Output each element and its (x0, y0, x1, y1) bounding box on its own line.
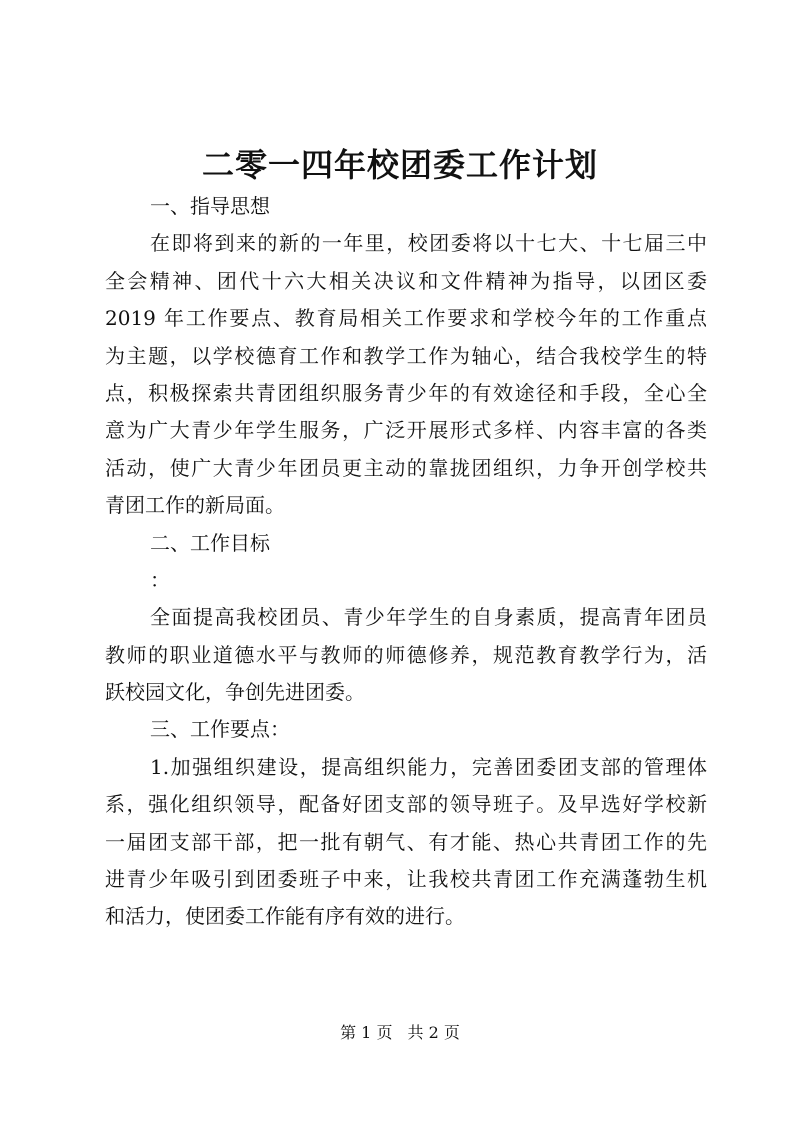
page-total: 共 2 页 (407, 1023, 460, 1042)
text-line: 进青少年吸引到团委班子中来，让我校共青团工作充满蓬勃生机 (105, 867, 707, 892)
text-line: 点，积极探索共青团组织服务青少年的有效途径和手段，全心全 (105, 380, 707, 405)
text-line: 三、工作要点： (150, 717, 290, 742)
text-line: 一届团支部干部，把一批有朝气、有才能、热心共青团工作的先 (105, 829, 707, 854)
text-line: 意为广大青少年学生服务，广泛开展形式多样、内容丰富的各类 (105, 418, 707, 443)
text-line: ： (150, 567, 170, 592)
text-line: 在即将到来的新的一年里，校团委将以十七大、十七届三中 (150, 231, 707, 256)
text-line: 青团工作的新局面。 (105, 493, 285, 518)
text-line: 为主题，以学校德育工作和教学工作为轴心，结合我校学生的特 (105, 343, 707, 368)
text-line: 和活力，使团委工作能有序有效的进行。 (105, 904, 465, 929)
text-line: 2019 年工作要点、教育局相关工作要求和学校今年的工作重点 (105, 306, 707, 331)
text-line: 跃校园文化，争创先进团委。 (105, 680, 365, 705)
document-body (105, 188, 707, 936)
text-line: 教师的职业道德水平与教师的师德修养，规范教育教学行为，活 (105, 642, 707, 667)
text-line: 系，强化组织领导，配备好团支部的领导班子。及早选好学校新 (105, 792, 707, 817)
page-number: 第 1 页 (340, 1023, 393, 1042)
text-line: 二、工作目标 (150, 530, 270, 555)
text-line: 一、指导思想 (150, 194, 270, 218)
page-footer (0, 1020, 800, 1043)
text-line: 全面提高我校团员、青少年学生的自身素质，提高青年团员 (150, 605, 707, 630)
page-title: 二零一四年校团委工作计划 (201, 146, 598, 184)
text-line: 1.加强组织建设，提高组织能力，完善团委团支部的管理体 (150, 754, 707, 779)
text-line: 全会精神、团代十六大相关决议和文件精神为指导，以团区委 (105, 268, 707, 293)
text-line: 活动，使广大青少年团员更主动的靠拢团组织，力争开创学校共 (105, 455, 707, 480)
